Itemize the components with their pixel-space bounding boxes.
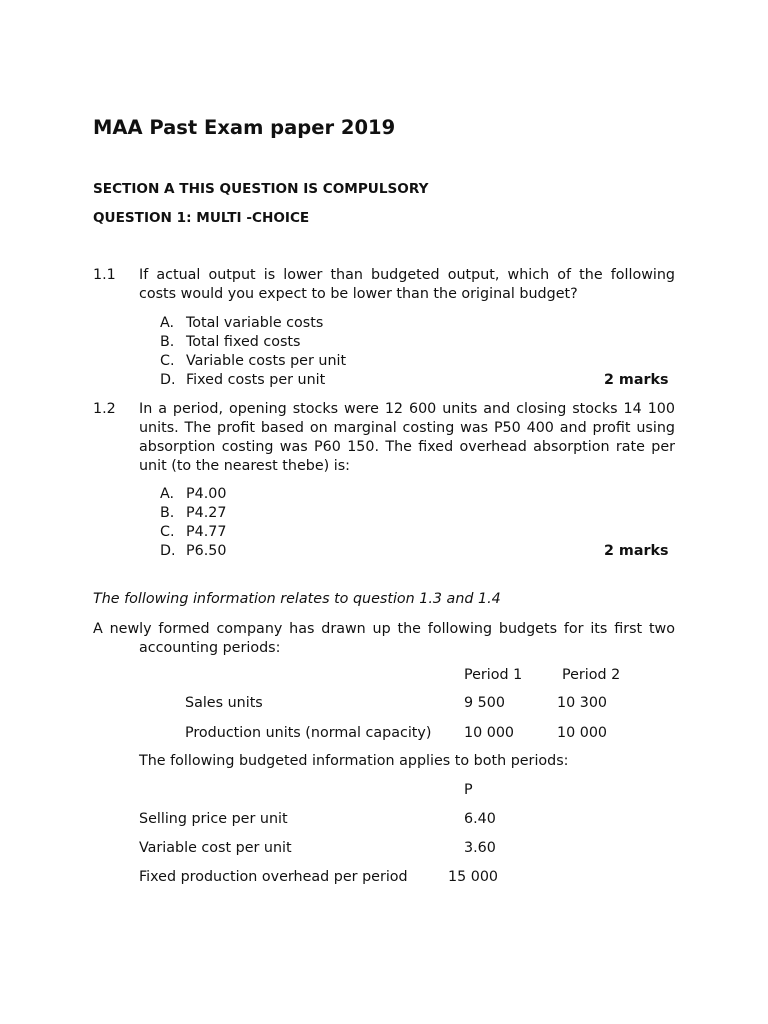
currency-header: P xyxy=(464,782,473,798)
section-heading: SECTION A THIS QUESTION IS COMPULSORY xyxy=(93,181,429,197)
column-header-period-1: Period 1 xyxy=(464,667,523,683)
options-list xyxy=(160,485,226,561)
option: A. Total variable costs xyxy=(160,315,324,331)
info-paragraph: A newly formed company has drawn up the following budgets for its first two accounting periods: xyxy=(93,621,675,656)
question-number: 1.1 xyxy=(93,267,116,283)
question-heading: QUESTION 1: MULTI -CHOICE xyxy=(93,210,310,226)
cell-value: 10 000 xyxy=(464,725,515,741)
row-label: Sales units xyxy=(185,695,263,711)
info-intro: The following information relates to question 1.3 and 1.4 xyxy=(93,591,501,607)
option: B. P4.27 xyxy=(160,505,227,521)
applies-text: The following budgeted information applies to both periods: xyxy=(139,753,569,769)
cell-value: 10 300 xyxy=(557,695,608,711)
row-label: Production units (normal capacity) xyxy=(185,725,432,741)
cell-value: 10 000 xyxy=(557,725,608,741)
marks-label: 2 marks xyxy=(604,543,669,559)
marks-label: 2 marks xyxy=(604,372,669,388)
item-label: Selling price per unit xyxy=(139,811,288,827)
item-value: 15 000 xyxy=(448,869,499,885)
question-text: In a period, opening stocks were 12 600 units and closing stocks 14 100 units. The profit based on marginal costing was P50 400 and profit using absorption costing was P60 150. The fixed overhead absorption rate per unit (to the nearest thebe) is: xyxy=(139,401,675,474)
column-header-period-2: Period 2 xyxy=(562,667,621,683)
question-number: 1.2 xyxy=(93,401,116,417)
item-value: 3.60 xyxy=(464,840,496,856)
option: A. P4.00 xyxy=(160,486,227,502)
option: D. P6.50 xyxy=(160,543,227,559)
option: D. Fixed costs per unit xyxy=(160,372,326,388)
page-title: MAA Past Exam paper 2019 xyxy=(93,116,396,139)
question-text: If actual output is lower than budgeted output, which of the following costs would you expect to be lower than the original budget? xyxy=(139,267,675,302)
item-label: Fixed production overhead per period xyxy=(139,869,408,885)
option: B. Total fixed costs xyxy=(160,334,301,350)
cell-value: 9 500 xyxy=(464,695,505,711)
option: C. P4.77 xyxy=(160,524,227,540)
options-list xyxy=(160,314,346,390)
item-label: Variable cost per unit xyxy=(139,840,292,856)
item-value: 6.40 xyxy=(464,811,496,827)
option: C. Variable costs per unit xyxy=(160,353,347,369)
